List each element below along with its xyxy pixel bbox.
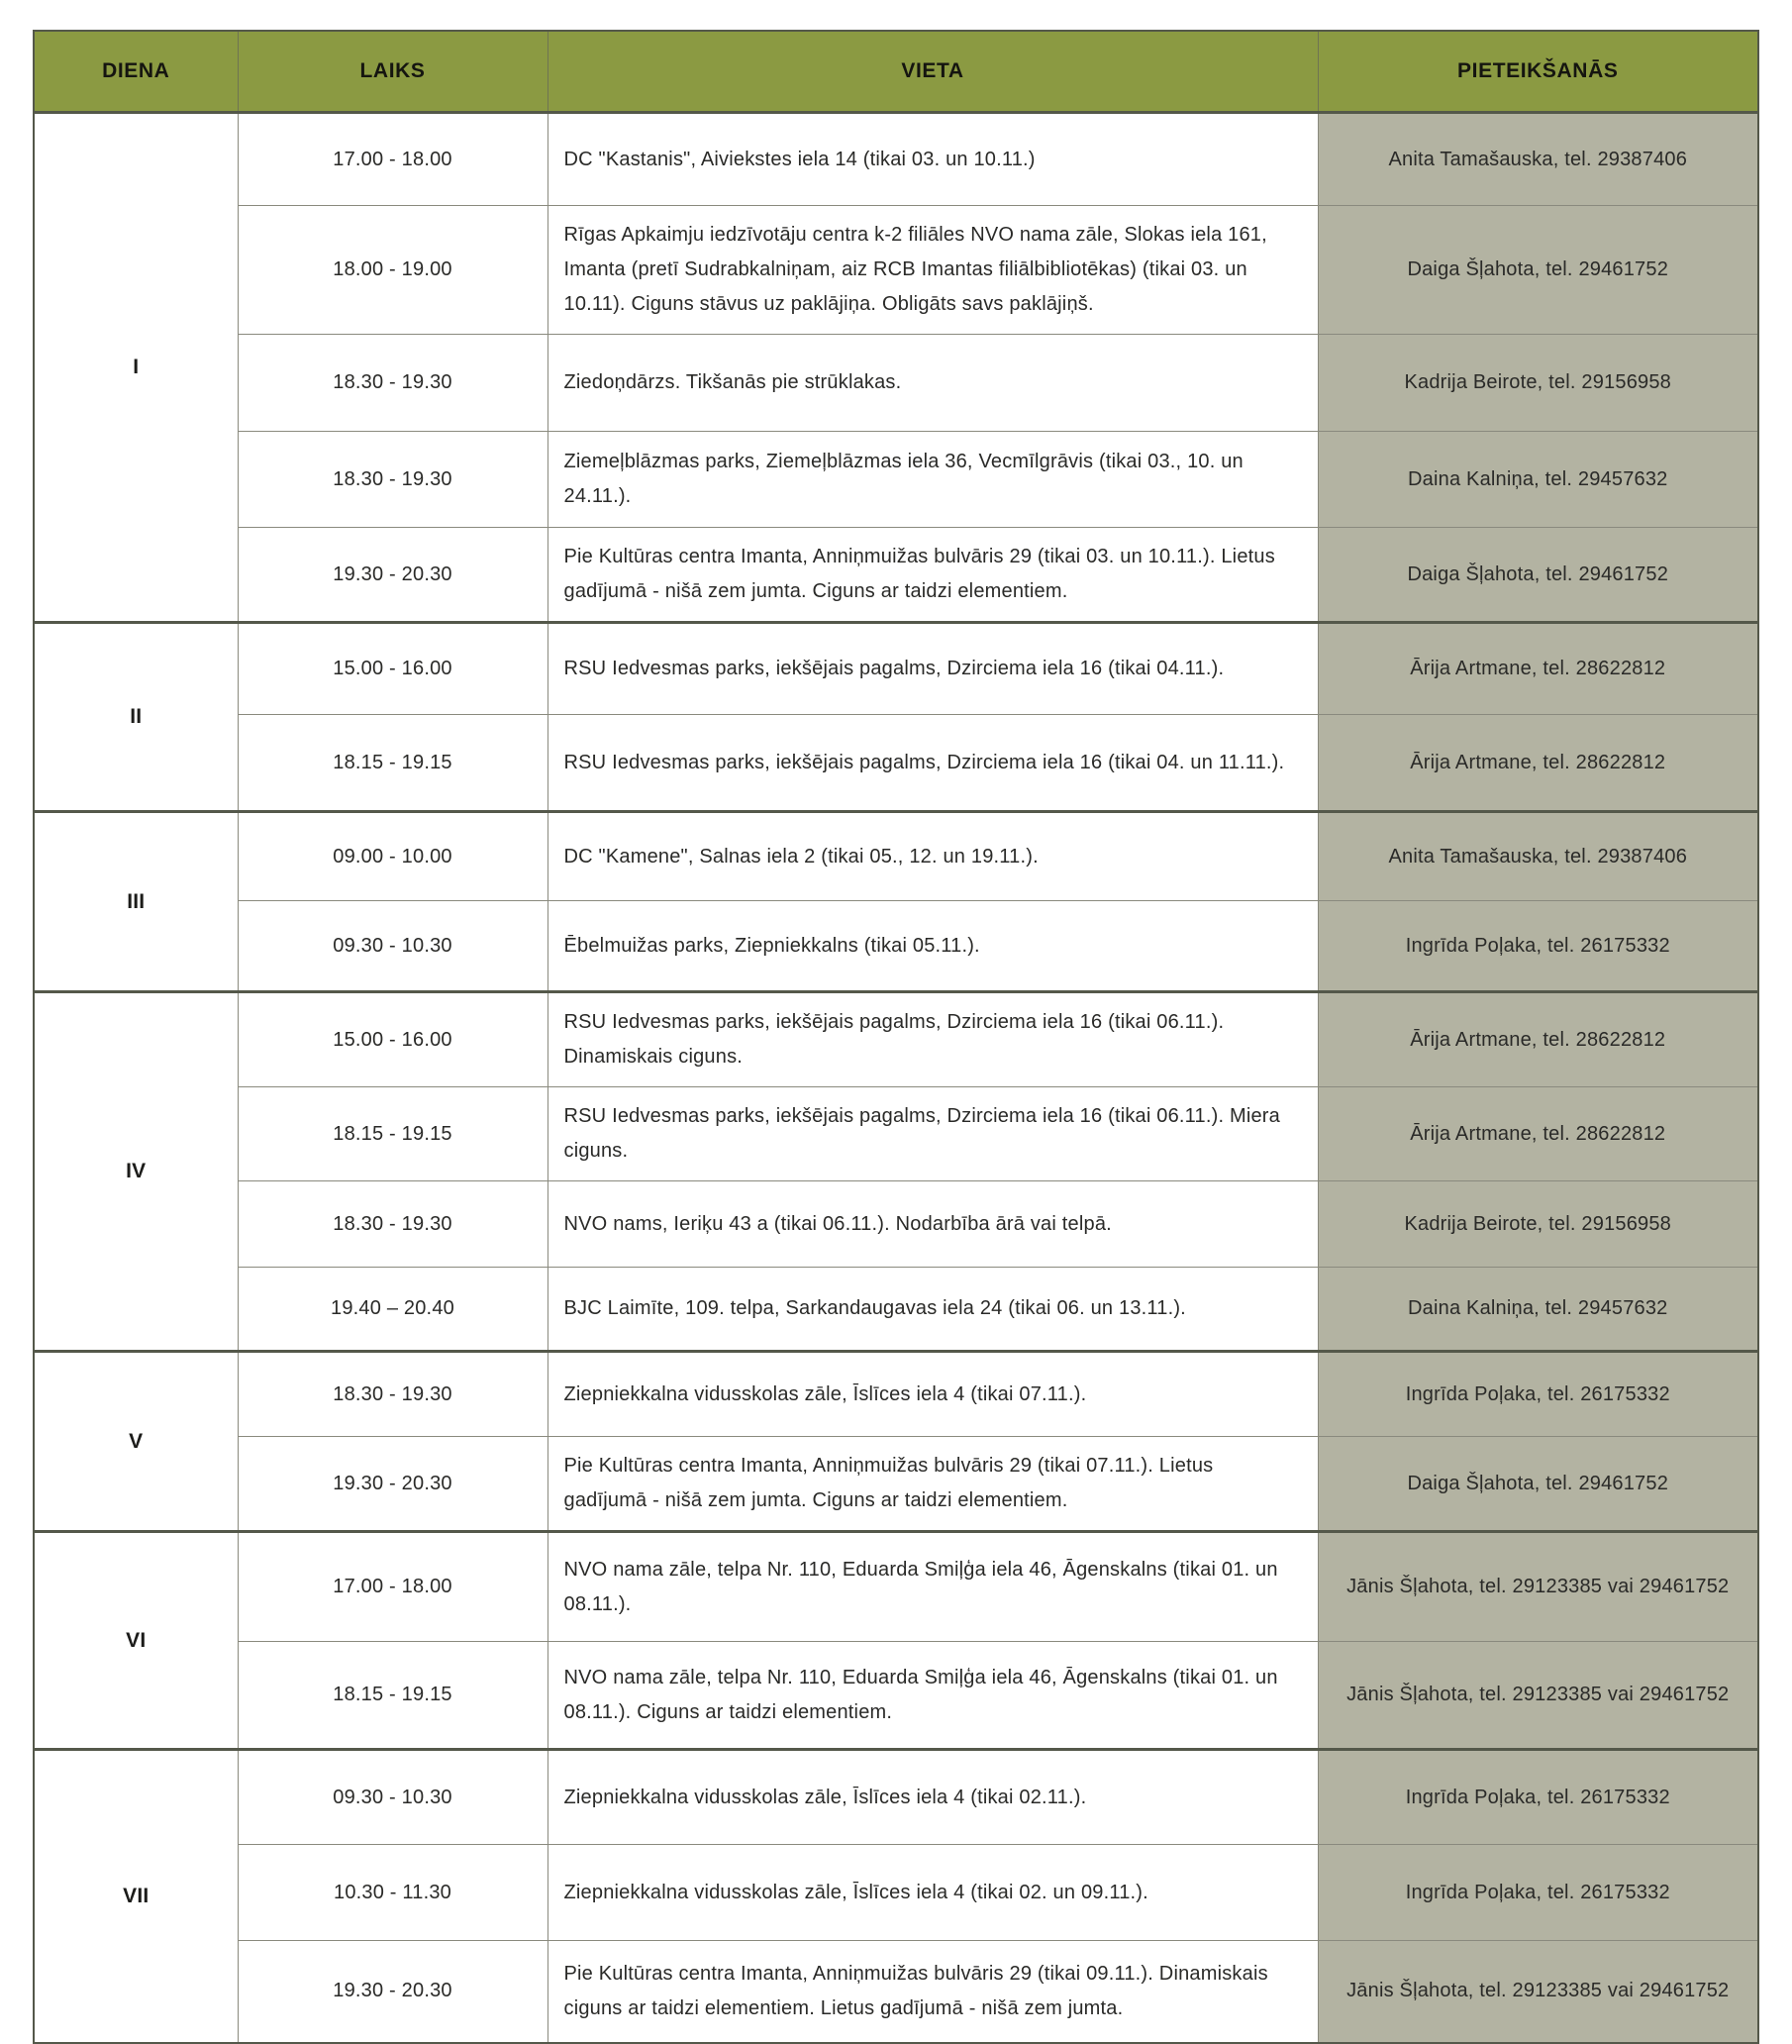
- time-cell: 18.30 - 19.30: [238, 1181, 548, 1268]
- place-cell: Pie Kultūras centra Imanta, Anniņmuižas bulvāris 29 (tikai 09.11.). Dinamiskais ciguns ar taidzi elementiem. Lietus gadījumā - nišā zem jumta.: [548, 1941, 1318, 2043]
- table-row: [34, 1437, 1758, 1532]
- table-row: [34, 113, 1758, 206]
- contact-cell: Ārija Artmane, tel. 28622812: [1318, 623, 1758, 715]
- time-cell: 18.00 - 19.00: [238, 206, 548, 335]
- column-header-laiks: LAIKS: [238, 31, 548, 113]
- table-row: [34, 1181, 1758, 1268]
- contact-cell: Anita Tamašauska, tel. 29387406: [1318, 812, 1758, 901]
- day-cell: III: [34, 812, 238, 992]
- time-cell: 09.30 - 10.30: [238, 1750, 548, 1845]
- place-cell: Rīgas Apkaimju iedzīvotāju centra k-2 filiāles NVO nama zāle, Slokas iela 161, Imanta (pretī Sudrabkalniņam, aiz RCB Imantas filiālbibliotēkas) (tikai 03. un 10.11). Ciguns stāvus uz paklājiņa. Obligāts savs paklājiņš.: [548, 206, 1318, 335]
- contact-cell: Jānis Šļahota, tel. 29123385 vai 29461752: [1318, 1941, 1758, 2043]
- table-row: [34, 528, 1758, 623]
- contact-cell: Jānis Šļahota, tel. 29123385 vai 29461752: [1318, 1642, 1758, 1750]
- contact-cell: Kadrija Beirote, tel. 29156958: [1318, 1181, 1758, 1268]
- contact-cell: Ārija Artmane, tel. 28622812: [1318, 715, 1758, 812]
- table-row: [34, 623, 1758, 715]
- column-header-vieta: VIETA: [548, 31, 1318, 113]
- contact-cell: Ingrīda Poļaka, tel. 26175332: [1318, 1352, 1758, 1437]
- table-row: [34, 1941, 1758, 2043]
- schedule-table: [33, 30, 1759, 2044]
- place-cell: NVO nama zāle, telpa Nr. 110, Eduarda Smiļģa iela 46, Āgenskalns (tikai 01. un 08.11.).: [548, 1532, 1318, 1642]
- time-cell: 15.00 - 16.00: [238, 992, 548, 1087]
- time-cell: 17.00 - 18.00: [238, 1532, 548, 1642]
- place-cell: Ziepniekkalna vidusskolas zāle, Īslīces iela 4 (tikai 02.11.).: [548, 1750, 1318, 1845]
- contact-cell: Ingrīda Poļaka, tel. 26175332: [1318, 1750, 1758, 1845]
- contact-cell: Daina Kalniņa, tel. 29457632: [1318, 432, 1758, 528]
- contact-cell: Daina Kalniņa, tel. 29457632: [1318, 1268, 1758, 1352]
- place-cell: Ēbelmuižas parks, Ziepniekkalns (tikai 05.11.).: [548, 901, 1318, 992]
- place-cell: Pie Kultūras centra Imanta, Anniņmuižas bulvāris 29 (tikai 07.11.). Lietus gadījumā - nišā zem jumta. Ciguns ar taidzi elementiem.: [548, 1437, 1318, 1532]
- time-cell: 18.30 - 19.30: [238, 1352, 548, 1437]
- day-cell: IV: [34, 992, 238, 1352]
- place-cell: BJC Laimīte, 109. telpa, Sarkandaugavas iela 24 (tikai 06. un 13.11.).: [548, 1268, 1318, 1352]
- table-row: [34, 715, 1758, 812]
- contact-cell: Ingrīda Poļaka, tel. 26175332: [1318, 901, 1758, 992]
- table-row: [34, 1087, 1758, 1181]
- table-row: [34, 432, 1758, 528]
- place-cell: RSU Iedvesmas parks, iekšējais pagalms, Dzirciema iela 16 (tikai 06.11.). Miera ciguns.: [548, 1087, 1318, 1181]
- place-cell: DC "Kamene", Salnas iela 2 (tikai 05., 12. un 19.11.).: [548, 812, 1318, 901]
- contact-cell: Daiga Šļahota, tel. 29461752: [1318, 1437, 1758, 1532]
- column-header-diena: DIENA: [34, 31, 238, 113]
- table-row: [34, 812, 1758, 901]
- time-cell: 10.30 - 11.30: [238, 1845, 548, 1941]
- time-cell: 19.30 - 20.30: [238, 1941, 548, 2043]
- time-cell: 18.30 - 19.30: [238, 335, 548, 432]
- place-cell: Pie Kultūras centra Imanta, Anniņmuižas bulvāris 29 (tikai 03. un 10.11.). Lietus gadījumā - nišā zem jumta. Ciguns ar taidzi elementiem.: [548, 528, 1318, 623]
- contact-cell: Daiga Šļahota, tel. 29461752: [1318, 206, 1758, 335]
- place-cell: Ziemeļblāzmas parks, Ziemeļblāzmas iela 36, Vecmīlgrāvis (tikai 03., 10. un 24.11.).: [548, 432, 1318, 528]
- time-cell: 18.15 - 19.15: [238, 1087, 548, 1181]
- contact-cell: Jānis Šļahota, tel. 29123385 vai 29461752: [1318, 1532, 1758, 1642]
- contact-cell: Daiga Šļahota, tel. 29461752: [1318, 528, 1758, 623]
- time-cell: 09.00 - 10.00: [238, 812, 548, 901]
- table-row: [34, 1268, 1758, 1352]
- time-cell: 09.30 - 10.30: [238, 901, 548, 992]
- time-cell: 17.00 - 18.00: [238, 113, 548, 206]
- table-row: [34, 206, 1758, 335]
- table-row: [34, 1642, 1758, 1750]
- table-row: [34, 992, 1758, 1087]
- day-cell: II: [34, 623, 238, 812]
- time-cell: 19.40 – 20.40: [238, 1268, 548, 1352]
- contact-cell: Kadrija Beirote, tel. 29156958: [1318, 335, 1758, 432]
- place-cell: Ziedoņdārzs. Tikšanās pie strūklakas.: [548, 335, 1318, 432]
- contact-cell: Ārija Artmane, tel. 28622812: [1318, 992, 1758, 1087]
- time-cell: 18.15 - 19.15: [238, 715, 548, 812]
- place-cell: RSU Iedvesmas parks, iekšējais pagalms, Dzirciema iela 16 (tikai 06.11.). Dinamiskais ciguns.: [548, 992, 1318, 1087]
- time-cell: 18.15 - 19.15: [238, 1642, 548, 1750]
- header-row: [34, 31, 1758, 113]
- table-row: [34, 1352, 1758, 1437]
- table-row: [34, 1845, 1758, 1941]
- day-cell: VII: [34, 1750, 238, 2043]
- time-cell: 18.30 - 19.30: [238, 432, 548, 528]
- place-cell: Ziepniekkalna vidusskolas zāle, Īslīces iela 4 (tikai 07.11.).: [548, 1352, 1318, 1437]
- place-cell: NVO nams, Ieriķu 43 a (tikai 06.11.). Nodarbība ārā vai telpā.: [548, 1181, 1318, 1268]
- time-cell: 19.30 - 20.30: [238, 1437, 548, 1532]
- table-row: [34, 901, 1758, 992]
- time-cell: 15.00 - 16.00: [238, 623, 548, 715]
- table-row: [34, 335, 1758, 432]
- place-cell: Ziepniekkalna vidusskolas zāle, Īslīces iela 4 (tikai 02. un 09.11.).: [548, 1845, 1318, 1941]
- day-cell: V: [34, 1352, 238, 1532]
- contact-cell: Ingrīda Poļaka, tel. 26175332: [1318, 1845, 1758, 1941]
- day-cell: I: [34, 113, 238, 623]
- table-row: [34, 1532, 1758, 1642]
- contact-cell: Ārija Artmane, tel. 28622812: [1318, 1087, 1758, 1181]
- time-cell: 19.30 - 20.30: [238, 528, 548, 623]
- column-header-pieteiksanas: PIETEIKŠANĀS: [1318, 31, 1758, 113]
- table-row: [34, 1750, 1758, 1845]
- place-cell: RSU Iedvesmas parks, iekšējais pagalms, Dzirciema iela 16 (tikai 04. un 11.11.).: [548, 715, 1318, 812]
- place-cell: NVO nama zāle, telpa Nr. 110, Eduarda Smiļģa iela 46, Āgenskalns (tikai 01. un 08.11.). Ciguns ar taidzi elementiem.: [548, 1642, 1318, 1750]
- contact-cell: Anita Tamašauska, tel. 29387406: [1318, 113, 1758, 206]
- day-cell: VI: [34, 1532, 238, 1750]
- place-cell: RSU Iedvesmas parks, iekšējais pagalms, Dzirciema iela 16 (tikai 04.11.).: [548, 623, 1318, 715]
- place-cell: DC "Kastanis", Aiviekstes iela 14 (tikai 03. un 10.11.): [548, 113, 1318, 206]
